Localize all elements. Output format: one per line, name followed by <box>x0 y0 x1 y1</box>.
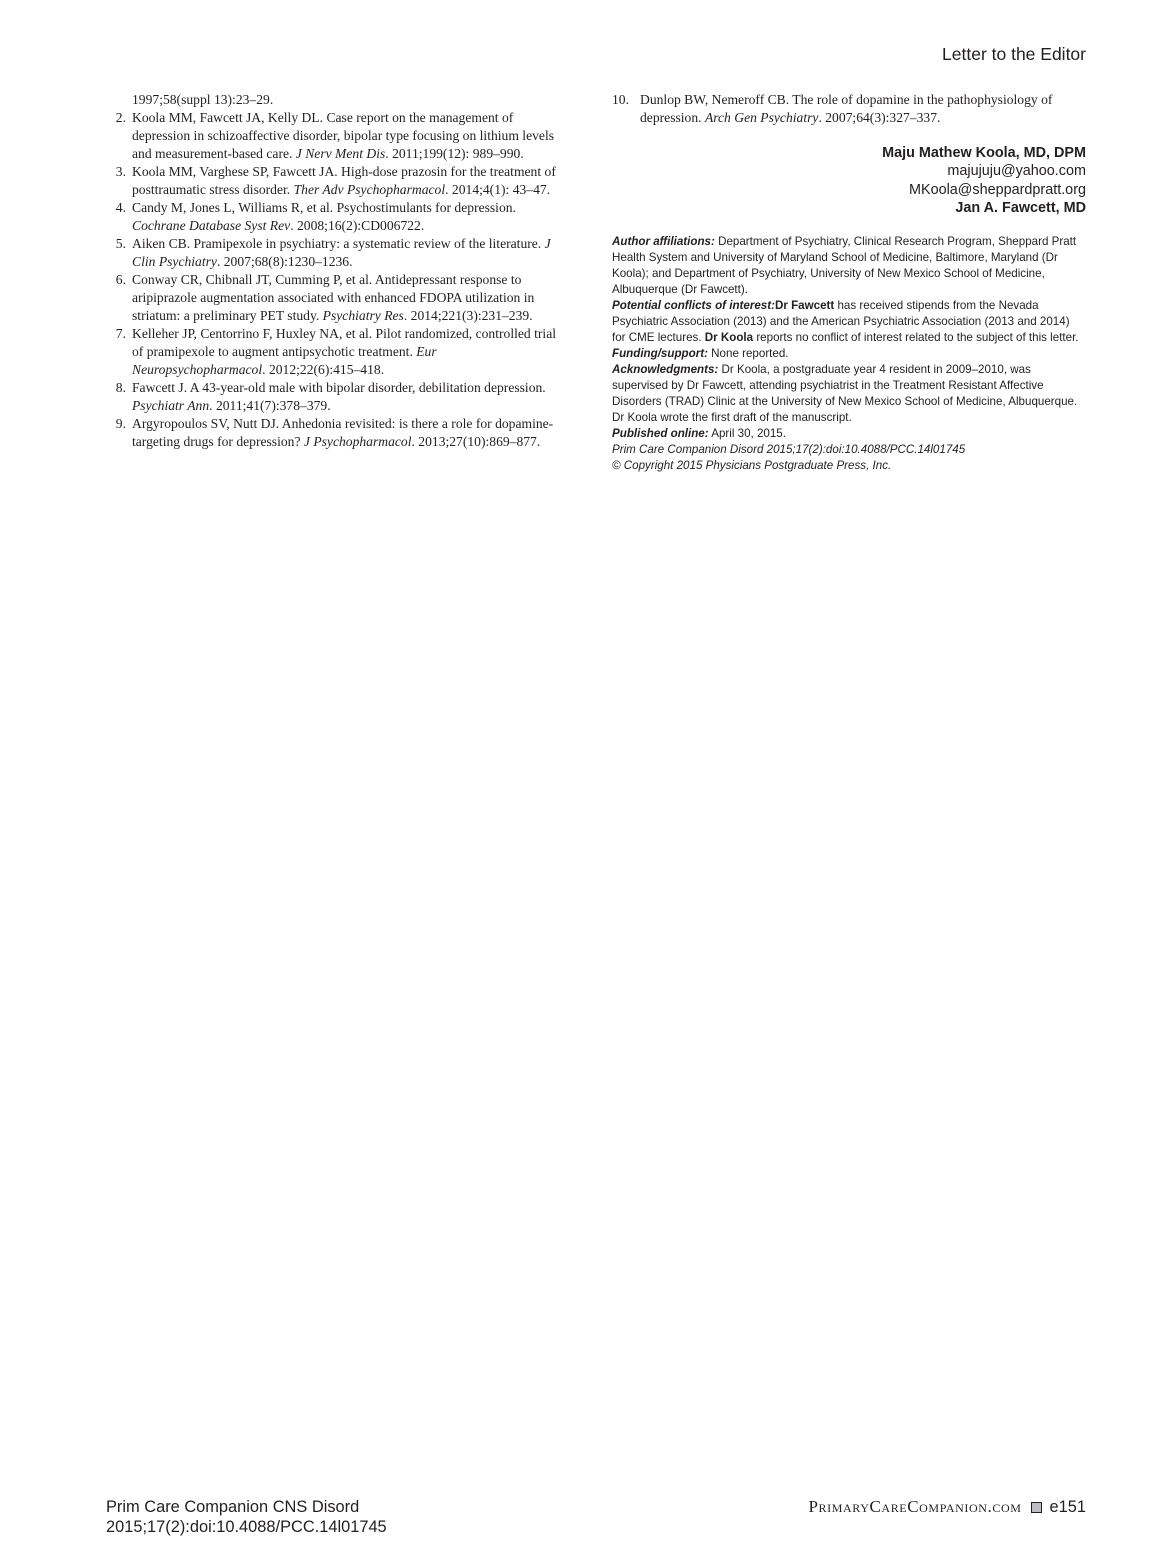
reference-journal: J Psychopharmacol <box>303 434 412 449</box>
reference-text: . 2012;22(6):415–418. <box>262 362 385 377</box>
note-text: Department of Psychiatry, Clinical Research Program, Sheppard Pratt Health System and University of Maryland School of Medicine, Baltimore, Maryland (Dr Koola); and Department of Psychiatry, University of New Mexico School of Medicine, Albuquerque (Dr Fawcett). <box>612 235 1077 297</box>
reference-list-left <box>106 109 568 451</box>
reference-journal: Cochrane Database Syst Rev <box>132 218 291 233</box>
note-name: Dr Koola <box>704 331 754 345</box>
conflicts-note <box>612 298 1086 346</box>
reference-item <box>106 415 568 451</box>
reference-text: Dunlop BW, Nemeroff CB. The role of dopamine in the pathophysiology of depression. <box>640 92 1053 125</box>
reference-number: 6. <box>115 272 126 287</box>
acknowledgments-note <box>612 362 1086 426</box>
article-notes <box>612 234 1086 474</box>
reference-journal: Psychiatr Ann <box>132 398 210 413</box>
published-note <box>612 426 1086 442</box>
reference-text: Kelleher JP, Centorrino F, Huxley NA, et al. Pilot randomized, controlled trial of pramipexole to augment antipsychotic treatment. <box>132 326 557 359</box>
funding-note <box>612 346 1086 362</box>
reference-item <box>106 271 568 325</box>
reference-continuation: 1997;58(suppl 13):23–29. <box>132 92 274 107</box>
copyright-line: © Copyright 2015 Physicians Postgraduate Press, Inc. <box>612 459 892 473</box>
reference-text: . 2014;221(3):231–239. <box>403 308 533 323</box>
note-label: Author affiliations: <box>612 235 715 249</box>
author-name: Jan A. Fawcett, MD <box>955 199 1086 216</box>
reference-journal: J Nerv Ment Dis <box>295 146 386 161</box>
reference-item <box>106 235 568 271</box>
reference-number: 5. <box>115 236 126 251</box>
reference-number: 2. <box>115 110 126 125</box>
footer-site-link[interactable]: PrimaryCareCompanion.com <box>808 1497 1022 1516</box>
reference-number: 4. <box>115 200 126 215</box>
author-name: Maju Mathew Koola, MD, DPM <box>882 145 1086 161</box>
footer-journal-name: Prim Care Companion CNS Disord <box>106 1498 360 1516</box>
footer-site-page <box>808 1497 1086 1517</box>
reference-text: . 2008;16(2):CD006722. <box>290 218 425 233</box>
reference-journal: Ther Adv Psychopharmacol <box>293 182 446 197</box>
note-text: None reported. <box>707 347 789 361</box>
note-name: Dr Fawcett <box>774 299 835 313</box>
references-left-column <box>106 91 568 451</box>
reference-number: 8. <box>115 380 126 395</box>
reference-text: Fawcett J. A 43-year-old male with bipolar disorder, debilitation depression. <box>132 380 546 395</box>
note-text: has received stipends from the Nevada Psychiatric Association (2013) and the American Psychiatric Association (2013 and 2014) for CME lectures. <box>612 299 1070 345</box>
note-text: Dr Koola, a postgraduate year 4 resident in 2009–2010, was supervised by Dr Fawcett, attending psychiatrist in the Treatment Resistant Affective Disorders (TRAD) Clinic at the University of New Mexico School of Medicine, Albuquerque. Dr Koola wrote the first draft of the manuscript. <box>612 363 1078 425</box>
reference-number: 9. <box>115 416 126 431</box>
reference-item <box>612 91 1086 127</box>
reference-text: . 2011;199(12): 989–990. <box>385 146 524 161</box>
reference-text: Koola MM, Fawcett JA, Kelly DL. Case report on the management of depression in schizoaffective disorder, bipolar type focusing on lithium levels and measurement-based care. <box>132 110 555 161</box>
reference-text: Conway CR, Chibnall JT, Cumming P, et al. Antidepressant response to aripiprazole augmentation associated with enhanced FDOPA utilization in striatum: a preliminary PET study. <box>132 272 535 323</box>
reference-list-right <box>612 91 1086 127</box>
reference-text: . 2007;64(3):327–337. <box>818 110 941 125</box>
citation-line: Prim Care Companion Disord 2015;17(2):doi:10.4088/PCC.14l01745 <box>612 443 966 457</box>
reference-text: Argyropoulos SV, Nutt DJ. Anhedonia revisited: is there a role for dopamine-targeting drugs for depression? <box>132 416 554 449</box>
reference-text: . 2011;41(7):378–379. <box>209 398 331 413</box>
reference-journal: Eur Neuropsychopharmacol <box>132 344 437 377</box>
reference-journal: Arch Gen Psychiatry <box>704 110 819 125</box>
author-email-link[interactable]: majujuju@yahoo.com <box>947 163 1086 180</box>
affiliations-note <box>612 234 1086 298</box>
reference-item <box>106 325 568 379</box>
section-label: Letter to the Editor <box>942 44 1086 64</box>
reference-text: . 2007;68(8):1230–1236. <box>216 254 353 269</box>
note-text: April 30, 2015. <box>708 427 786 441</box>
square-separator-icon <box>1031 1502 1042 1513</box>
reference-item <box>106 163 568 199</box>
reference-item <box>106 109 568 163</box>
reference-journal: J Clin Psychiatry <box>132 236 551 269</box>
reference-text: . 2013;27(10):869–877. <box>411 434 541 449</box>
page-number: e151 <box>1049 1498 1086 1516</box>
note-label: Funding/support: <box>612 347 708 361</box>
footer-journal-citation <box>106 1497 387 1537</box>
note-label: Potential conflicts of interest: <box>612 299 775 313</box>
note-label: Acknowledgments: <box>612 363 719 377</box>
author-signature-block <box>612 144 1086 217</box>
reference-journal: Psychiatry Res <box>322 308 404 323</box>
reference-text: Aiken CB. Pramipexole in psychiatry: a systematic review of the literature. <box>132 236 545 251</box>
reference-item <box>106 199 568 235</box>
reference-item <box>106 379 568 415</box>
right-column <box>612 91 1086 474</box>
reference-text: Candy M, Jones L, Williams R, et al. Psychostimulants for depression. <box>132 200 516 215</box>
reference-number: 7. <box>115 326 126 341</box>
footer-doi: 2015;17(2):doi:10.4088/PCC.14l01745 <box>106 1518 387 1536</box>
reference-text: Koola MM, Varghese SP, Fawcett JA. High-dose prazosin for the treatment of posttraumatic stress disorder. <box>132 164 556 197</box>
reference-text: . 2014;4(1): 43–47. <box>445 182 551 197</box>
note-label: Published online: <box>612 427 709 441</box>
note-text: reports no conflict of interest related to the subject of this letter. <box>753 331 1079 345</box>
reference-number: 10. <box>612 92 629 107</box>
reference-number: 3. <box>115 164 126 179</box>
author-email-link[interactable]: MKoola@sheppardpratt.org <box>908 181 1086 198</box>
